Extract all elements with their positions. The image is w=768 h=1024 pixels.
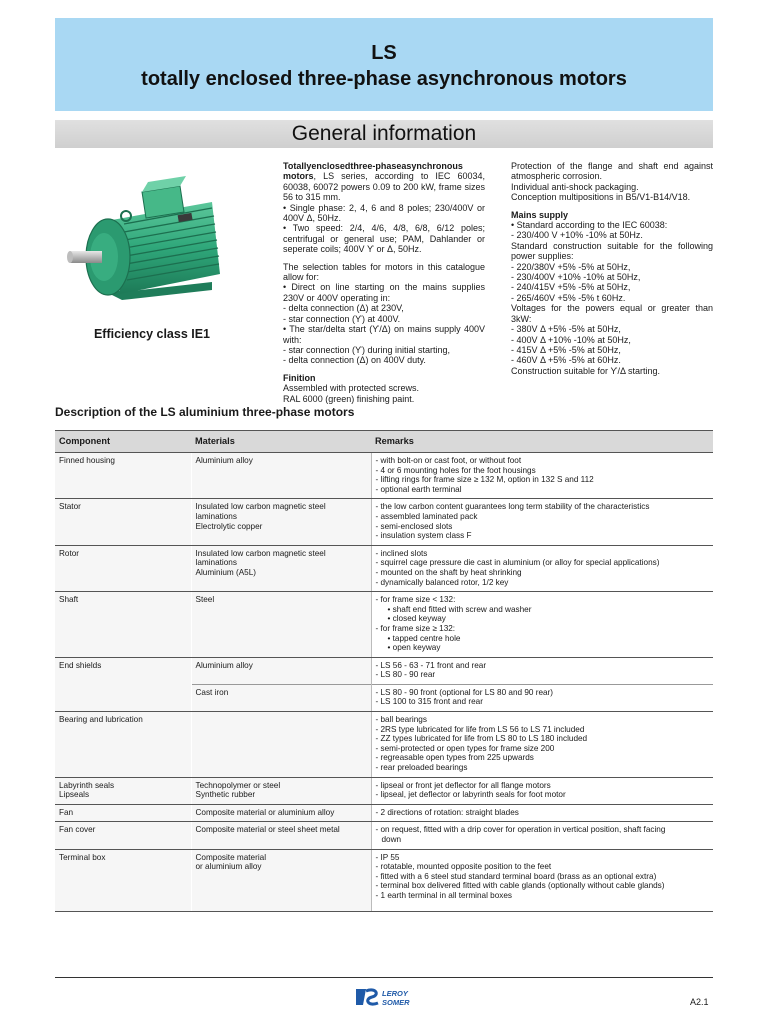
mains-item: - 265/460V +5% -5% t 60Hz. [511, 292, 626, 303]
title-banner [55, 18, 713, 111]
conception-line: Conception multipositions in B5/V1-B14/V18. [511, 192, 691, 203]
mains-item: Voltages for the powers equal or greater than 3kW: [511, 303, 713, 324]
remark-line: - rear preloaded bearings [375, 763, 468, 773]
remark-line: - LS 80 - 90 front (optional for LS 80 and 90 rear) [375, 687, 553, 697]
remark-line: - for frame size ≥ 132: [375, 623, 456, 633]
cell-remarks [371, 777, 713, 804]
cell-component: Finned housing [55, 453, 191, 499]
material-line: Insulated low carbon magnetic steel [195, 548, 326, 558]
remark-line: - lipseal, jet deflector or labyrinth seals for foot motor [375, 790, 566, 800]
remark-line: - squirrel cage pressure die cast in aluminium (or alloy for special applications) [375, 558, 660, 568]
remark-line: - LS 80 - 90 rear [375, 670, 436, 680]
selection-item: - star connection (ϒ) during initial starting, [283, 344, 451, 355]
section-banner [55, 120, 713, 148]
cell-material [191, 777, 371, 804]
selection-item: • The star/delta start (ϒ/Δ) on mains supply 400V with: [283, 324, 485, 345]
remark-line: - for frame size < 132: [375, 595, 456, 605]
cell-material [191, 499, 371, 545]
cell-component: Terminal box [55, 849, 191, 911]
table-row [55, 545, 713, 591]
cell-remarks [371, 453, 713, 499]
leroy-somer-logo [354, 985, 414, 1009]
footer-divider [55, 977, 713, 978]
remark-line: - the low carbon content guarantees long term stability of the characteristics [375, 502, 650, 512]
title-line-2: totally enclosed three-phase asynchronous motors [141, 68, 627, 90]
cell-component: Bearing and lubrication [55, 712, 191, 778]
cell-material: Aluminium alloy [191, 453, 371, 499]
remark-line: - lifting rings for frame size ≥ 132 M, option in 132 S and 112 [375, 475, 594, 485]
cell-material: Aluminium alloy [191, 657, 371, 684]
cell-remarks [371, 804, 713, 822]
remark-line: - with bolt-on or cast foot, or without foot [375, 456, 522, 465]
finition-heading: Finition [283, 372, 316, 383]
efficiency-caption: Efficiency class IE1 [93, 327, 211, 341]
remark-line: - dynamically balanced rotor, 1/2 key [375, 577, 509, 587]
remark-line: • shaft end fitted with screw and washer [387, 604, 532, 614]
title-line-1: LS [371, 42, 397, 64]
mains-item: - 460V Δ +5% -5% at 60Hz. [511, 355, 621, 366]
header-remarks: Remarks [371, 431, 713, 453]
material-line: laminations [195, 558, 237, 568]
remark-line: - regreasable open types from 225 upwards [375, 753, 534, 763]
remark-line: - insulation system class F [375, 531, 472, 541]
remark-line: - fitted with a 6 steel stud standard terminal board (brass as an optional extra) [375, 871, 657, 881]
components-table [55, 430, 713, 912]
selection-item: - star connection (ϒ) at 400V. [283, 313, 401, 324]
remark-line: - ball bearings [375, 715, 427, 725]
cell-component [55, 777, 191, 804]
finition-line: RAL 6000 (green) finishing paint. [283, 393, 415, 404]
remark-line: - terminal box delivered fitted with cable glands (optionally without cable glands) [375, 881, 665, 891]
selection-item: • Direct on line starting on the mains supplies 230V or 400V operating in: [283, 282, 485, 303]
cell-remarks [371, 684, 713, 711]
cell-remarks [371, 592, 713, 658]
mains-item: - 230/400 V +10% -10% at 50Hz. [511, 230, 643, 241]
cell-component: Rotor [55, 545, 191, 591]
cell-remarks [371, 849, 713, 911]
cell-material: Composite material or steel sheet metal [191, 822, 371, 849]
table-row [55, 657, 713, 684]
remark-line: - LS 56 - 63 - 71 front and rear [375, 660, 487, 670]
remark-line: • closed keyway [387, 614, 446, 624]
mains-item: Construction suitable for ϒ/Δ starting. [511, 365, 661, 376]
table-row [55, 499, 713, 545]
component-line: Lipseals [59, 790, 90, 800]
header-component: Component [55, 431, 191, 453]
remark-line: - IP 55 [375, 852, 400, 862]
header-materials: Materials [191, 431, 371, 453]
bullet-single-phase: • Single phase: 2, 4, 6 and 8 poles; 230/400V or 400V Δ, 50Hz. [283, 202, 485, 224]
remark-line: - semi-enclosed slots [375, 521, 453, 531]
section-title: General information [291, 122, 477, 145]
table-row [55, 804, 713, 822]
remark-line: - ZZ types lubricated for life from LS 80 to LS 180 included [375, 734, 588, 744]
cell-material [191, 849, 371, 911]
mains-item: - 400V Δ +10% -10% at 50Hz, [511, 334, 631, 345]
remark-line: - 1 earth terminal in all terminal boxes [375, 890, 513, 900]
remark-line: - 2 directions of rotation: straight blades [375, 807, 519, 817]
cell-remarks [371, 657, 713, 684]
table-row [55, 777, 713, 804]
remark-line: - 2RS type lubricated for life from LS 56 to LS 71 included [375, 724, 585, 734]
mains-item: Standard construction suitable for the following power supplies: [511, 240, 713, 262]
table-row [55, 712, 713, 778]
mains-item: - 415V Δ +5% -5% at 50Hz, [511, 344, 621, 355]
selection-item: - delta connection (Δ) at 230V, [283, 303, 404, 314]
motor-image [62, 162, 242, 320]
material-line: laminations [195, 511, 237, 521]
table-row [55, 453, 713, 499]
material-line: Synthetic rubber [195, 790, 256, 800]
intro-paragraph [283, 161, 485, 203]
cell-material: Steel [191, 592, 371, 658]
remark-line: - mounted on the shaft by heat shrinking [375, 567, 522, 577]
table-row [55, 822, 713, 849]
table-header-row [55, 431, 713, 453]
remark-line: - assembled laminated pack [375, 511, 478, 521]
material-line: or aluminium alloy [195, 862, 262, 872]
logo-text-somer: SOMER [382, 998, 410, 1007]
cell-component: End shields [55, 657, 191, 711]
cell-material: Composite material or aluminium alloy [191, 804, 371, 822]
cell-remarks [371, 822, 713, 849]
remark-line: - inclined slots [375, 548, 428, 558]
table-row [55, 849, 713, 911]
mains-item: - 220/380V +5% -5% at 50Hz, [511, 261, 631, 272]
selection-item: - delta connection (Δ) on 400V duty. [283, 355, 426, 366]
remark-line: - lipseal or front jet deflector for all flange motors [375, 780, 551, 790]
mains-item: - 240/415V +5% -5% at 50Hz, [511, 282, 631, 293]
intro-bold: Totallyenclosedthree-phaseasynchronous motors [283, 161, 463, 182]
cell-component: Shaft [55, 592, 191, 658]
mains-item: - 380V Δ +5% -5% at 50Hz, [511, 324, 621, 335]
finition-line: Assembled with protected screws. [283, 383, 420, 394]
cell-component: Fan [55, 804, 191, 822]
material-line: Insulated low carbon magnetic steel [195, 502, 326, 512]
selection-paragraph: The selection tables for motors in this catalogue allow for: [283, 261, 485, 283]
table-title: Description of the LS aluminium three-phase motors [55, 405, 355, 419]
remark-line: - 4 or 6 mounting holes for the foot housings [375, 465, 536, 475]
packaging-line: Individual anti-shock packaging. [511, 181, 639, 192]
remark-line: - on request, fitted with a drip cover for operation in vertical position, shaft facing [375, 825, 666, 835]
intro-rest: , LS series, according to IEC 60034, 60038, 60072 powers 0.09 to 200 kW, frame sizes 56 to 315 mm. [283, 171, 485, 203]
cell-remarks [371, 712, 713, 778]
remark-line: - optional earth terminal [375, 484, 462, 494]
cell-component: Stator [55, 499, 191, 545]
bullet-two-speed: • Two speed: 2/4, 4/6, 4/8, 6/8, 6/12 poles; centrifugal or general use; PAM, Dahlander or seperate coils; 400V ϒ or Δ, 50Hz. [283, 223, 485, 255]
cell-material [191, 712, 371, 778]
component-line: Labyrinth seals [59, 780, 115, 790]
mains-column [511, 161, 713, 376]
logo-text-leroy: LEROY [382, 989, 408, 998]
remark-line: - semi-protected or open types for frame size 200 [375, 743, 555, 753]
protection-paragraph: Protection of the flange and shaft end against atmospheric corrosion. [511, 161, 713, 182]
page-number: A2.1 [690, 997, 709, 1007]
cell-remarks [371, 499, 713, 545]
mains-item: • Standard according to the IEC 60038: [511, 220, 668, 231]
material-line: Aluminium (A5L) [195, 567, 257, 577]
remark-line: down [381, 835, 402, 844]
cell-remarks [371, 545, 713, 591]
material-line: Composite material [195, 852, 267, 862]
cell-material [191, 545, 371, 591]
cell-material: Cast iron [191, 684, 371, 711]
intro-column [283, 161, 485, 404]
remark-line: - LS 100 to 315 front and rear [375, 697, 483, 707]
remark-line: - rotatable, mounted opposite position to the feet [375, 862, 552, 872]
remark-line: • open keyway [387, 643, 441, 653]
table-row [55, 592, 713, 658]
remark-line: • tapped centre hole [387, 633, 461, 643]
cell-component: Fan cover [55, 822, 191, 849]
mains-item: - 230/400V +10% -10% at 50Hz, [511, 272, 641, 283]
material-line: Technopolymer or steel [195, 780, 281, 790]
material-line: Electrolytic copper [195, 521, 263, 531]
mains-heading: Mains supply [511, 209, 569, 220]
